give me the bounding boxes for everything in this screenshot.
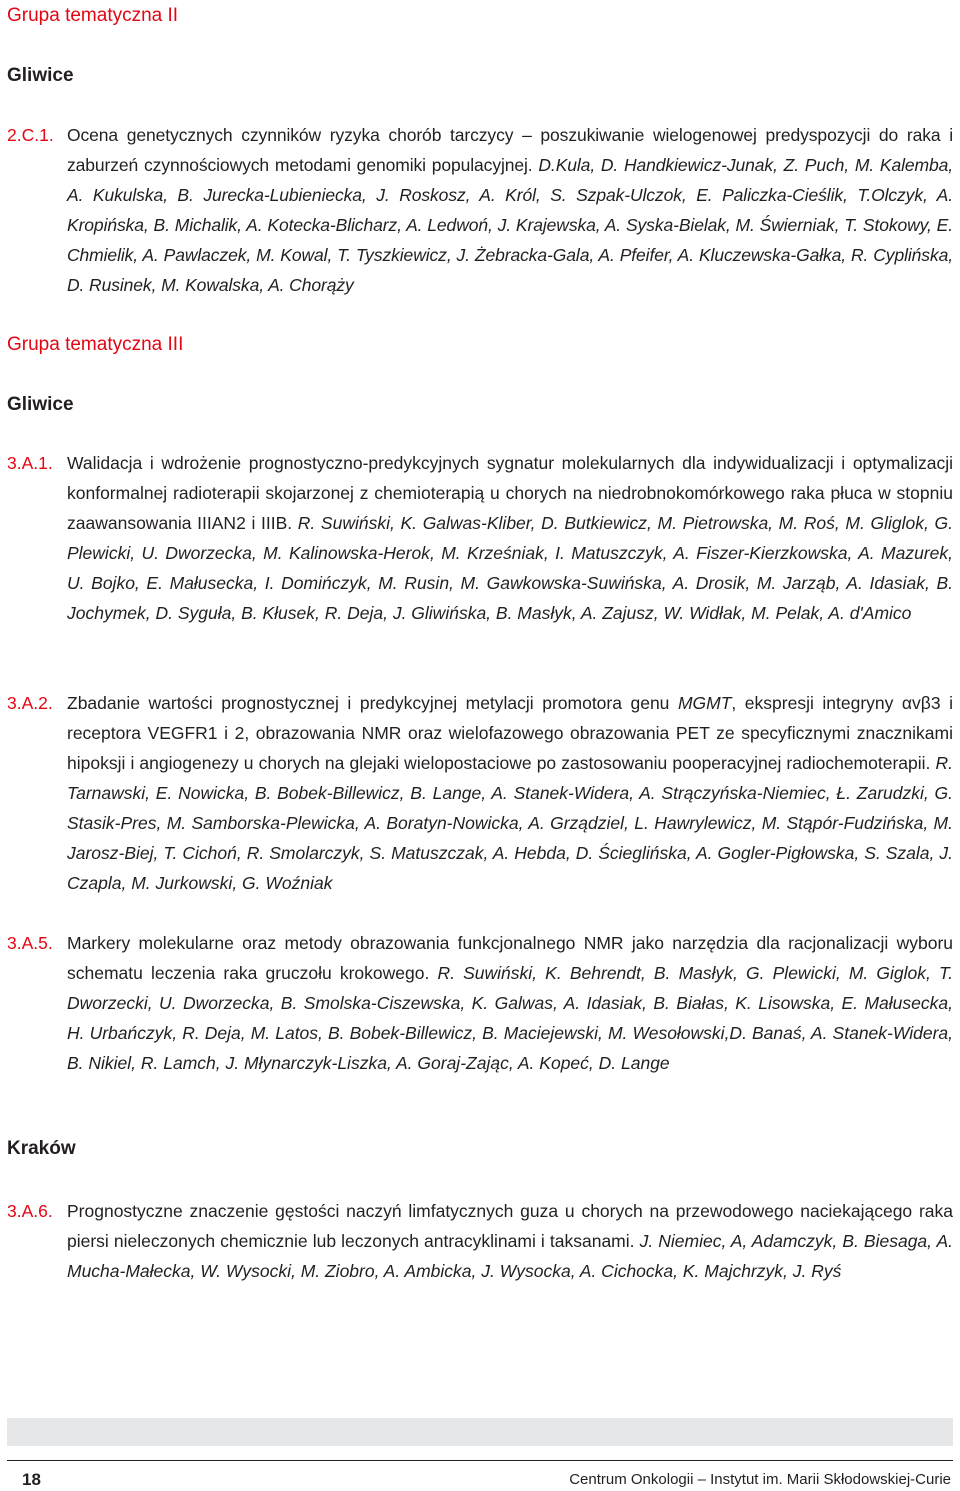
entry-title: Prognostyczne znaczenie gęstości naczyń limfatycznych guza u chorych na przewodowego naciekającego raka piersi nieleczonych chemicznie lub leczonych antracyklinami i taksanami. — [67, 1201, 953, 1251]
entry-number: 3.A.5. — [7, 933, 53, 953]
entry-text — [67, 928, 953, 1078]
entry-title-continued: , ekspresji integryny αvβ3 i receptora VEGFR1 i 2, obrazowania NMR oraz wielofazowego obrazowania PET ze specyficznymi znacznikami hipoksji i angiogenezy u chorych na glejaki wielopostaciowe po zastosowaniu pooperacyjnej radiochemoterapii. — [67, 693, 953, 773]
gene-name: MGMT — [677, 693, 732, 713]
entry-number: 2.C.1. — [7, 125, 54, 145]
entry-number: 3.A.6. — [7, 1201, 53, 1221]
entry-text — [67, 1196, 953, 1286]
entry-authors: R. Suwiński, K. Behrendt, B. Masłyk, G. Plewicki, M. Giglok, T. Dworzecki, U. Dworzecka, B. Smolska-Ciszewska, K. Galwas, A. Idasiak, B. Białas, K. Lisowska, E. Małusecka, H. Urbańczyk, R. Deja, M. Latos, B. Bobek-Billewicz, B. Maciejewski, M. Wesołowski,D. Banaś, A. Stanek-Widera, B. Nikiel, R. Lamch, J. Młynarczyk-Liszka, A. Goraj-Zając, A. Kopeć, D. Lange — [67, 963, 953, 1073]
footer-institution: Centrum Onkologii – Instytut im. Marii Skłodowskiej-Curie — [569, 1471, 951, 1488]
entry-3a1 — [7, 448, 953, 628]
entry-authors: D.Kula, D. Handkiewicz-Junak, Z. Puch, M. Kalemba, A. Kukulska, B. Jurecka-Lubieniecka, J. Roskosz, A. Król, S. Szpak-Ulczok, E. Paliczka-Cieślik, T.Olczyk, A. Kropińska, B. Michalik, A. Kotecka-Blicharz, A. Ledwoń, J. Krajewska, A. Syska-Bielak, M. Świerniak, T. Stokowy, E. Chmielik, A. Pawlaczek, M. Kowal, T. Tyszkiewicz, J. Żebracka-Gala, A. Pfeifer, A. Kluczewska-Gałka, R. Cyplińska, D. Rusinek, M. Kowalska, A. Chorąży — [67, 155, 953, 295]
entry-text — [67, 448, 953, 628]
entry-authors: R. Suwiński, K. Galwas-Kliber, D. Butkiewicz, M. Pietrowska, M. Roś, M. Gliglok, G. Plewicki, U. Dworzecka, M. Kalinowska-Herok, M. Krześniak, I. Matuszczyk, A. Fiszer-Kierzkowska, A. Mazurek, U. Bojko, E. Małusecka, I. Domińczyk, M. Rusin, M. Gawkowska-Suwińska, A. Drosik, M. Jarząb, A. Idasiak, B. Jochymek, D. Syguła, B. Kłusek, R. Deja, J. Gliwińska, B. Masłyk, A. Zajusz, W. Widłak, M. Pelak, A. d'Amico — [67, 513, 953, 623]
entry-authors: J. Niemiec, A, Adamczyk, B. Biesaga, A. Mucha-Małecka, W. Wysocki, M. Ziobro, A. Ambicka, J. Wysocka, A. Cichocka, K. Majchrzyk, J. Ryś — [67, 1231, 953, 1281]
entry-2c1 — [7, 120, 953, 300]
page-number: 18 — [22, 1470, 41, 1489]
city-label-krakow: Kraków — [7, 1138, 76, 1159]
entry-title: Zbadanie wartości prognostycznej i predykcyjnej metylacji promotora genu — [67, 693, 670, 713]
entry-number: 3.A.1. — [7, 453, 53, 473]
entry-text — [67, 688, 953, 898]
entry-title: Walidacja i wdrożenie prognostyczno-predykcyjnych sygnatur molekularnych dla indywidualizacji i optymalizacji konformalnej radioterapii skojarzonej z chemioterapią u chorych na niedrobnokomórkowego raka płuca w stopniu zaawansowania IIIAN2 i IIIB. — [67, 453, 953, 533]
section-heading-group-2: Grupa tematyczna II — [7, 5, 179, 26]
entry-title: Ocena genetycznych czynników ryzyka chorób tarczycy – poszukiwanie wielogenowej predyspozycji do raka i zaburzeń czynnościowych metodami genomiki populacyjnej. — [67, 125, 953, 175]
entry-number: 3.A.2. — [7, 693, 53, 713]
entry-text — [67, 120, 953, 300]
entry-authors: R. Tarnawski, E. Nowicka, B. Bobek-Billewicz, B. Lange, A. Stanek-Widera, A. Strączyńska-Niemiec, Ł. Zarudzki, G. Stasik-Pres, M. Samborska-Plewicka, A. Boratyn-Nowicka, A. Grządziel, L. Hawrylewicz, M. Stąpór-Fudzińska, M. Jarosz-Biej, T. Cichoń, R. Smolarczyk, S. Matuszczak, A. Hebda, D. Ścieglińska, A. Gogler-Pigłowska, S. Szala, J. Czapla, M. Jurkowski, G. Woźniak — [67, 753, 953, 893]
city-label-gliwice: Gliwice — [7, 394, 74, 415]
footer-band — [7, 1418, 953, 1446]
entry-3a5 — [7, 928, 953, 1078]
city-label-gliwice: Gliwice — [7, 65, 74, 86]
footer-divider — [7, 1460, 953, 1461]
entry-3a2 — [7, 688, 953, 898]
section-heading-group-3: Grupa tematyczna III — [7, 334, 184, 355]
entry-3a6 — [7, 1196, 953, 1286]
entry-title: Markery molekularne oraz metody obrazowania funkcjonalnego NMR jako narzędzia dla racjonalizacji wyboru schematu leczenia raka gruczołu krokowego. — [67, 933, 953, 983]
